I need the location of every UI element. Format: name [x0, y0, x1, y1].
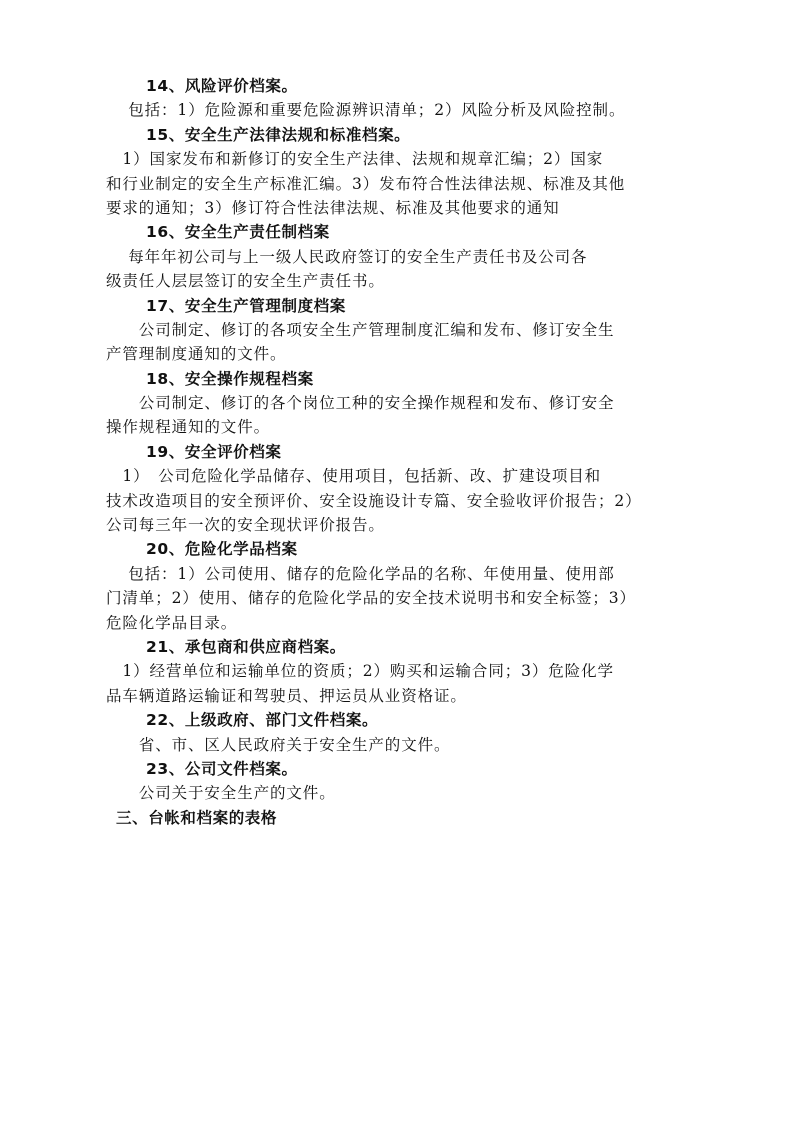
section-heading: 21、承包商和供应商档案。 [146, 637, 346, 656]
section-paragraph [106, 659, 698, 708]
paragraph-line: 产管理制度通知的文件。 [106, 345, 287, 364]
section-14 [106, 74, 698, 123]
paragraph-line: 危险化学品目录。 [106, 613, 238, 632]
paragraph-line: 包括：1）公司使用、储存的危险化学品的名称、年使用量、使用部 [106, 564, 615, 583]
section-23 [106, 757, 698, 806]
chapter-heading: 三、台帐和档案的表格 [116, 808, 278, 827]
section-paragraph [106, 733, 698, 757]
paragraph-line: 门清单；2）使用、储存的危险化学品的安全技术说明书和安全标签；3） [106, 589, 636, 608]
paragraph-line: 要求的通知；3）修订符合性法律法规、标准及其他要求的通知 [106, 198, 560, 217]
section-heading: 16、安全生产责任制档案 [146, 223, 330, 242]
paragraph-line: 公司制定、修订的各项安全生产管理制度汇编和发布、修订安全生 [106, 320, 615, 339]
section-17 [106, 294, 698, 367]
paragraph-line: 每年年初公司与上一级人民政府签订的安全生产责任书及公司各 [106, 247, 588, 266]
paragraph-line: 1）经营单位和运输单位的资质；2）购买和运输合同；3）危险化学 [106, 662, 614, 681]
section-heading: 15、安全生产法律法规和标准档案。 [146, 125, 411, 144]
section-heading: 18、安全操作规程档案 [146, 369, 314, 388]
section-19 [106, 440, 698, 538]
document-body [106, 74, 698, 830]
paragraph-line: 公司关于安全生产的文件。 [106, 784, 336, 803]
section-paragraph [106, 98, 698, 122]
section-20 [106, 537, 698, 635]
section-22 [106, 708, 698, 757]
paragraph-line: 1） 公司危险化学品储存、使用项目，包括新、改、扩建设项目和 [106, 467, 602, 486]
section-paragraph [106, 391, 698, 440]
section-21 [106, 635, 698, 708]
paragraph-line: 级责任人层层签订的安全生产责任书。 [106, 272, 385, 291]
section-heading: 22、上级政府、部门文件档案。 [146, 711, 379, 730]
section-paragraph [106, 562, 698, 635]
paragraph-line: 包括：1）危险源和重要危险源辨识清单；2）风险分析及风险控制。 [106, 101, 626, 120]
paragraph-line: 省、市、区人民政府关于安全生产的文件。 [106, 735, 451, 754]
section-16 [106, 220, 698, 293]
section-paragraph [106, 147, 698, 220]
section-paragraph [106, 781, 698, 805]
paragraph-line: 品车辆道路运输证和驾驶员、押运员从业资格证。 [106, 686, 467, 705]
paragraph-line: 公司制定、修订的各个岗位工种的安全操作规程和发布、修订安全 [106, 394, 615, 413]
paragraph-line: 技术改造项目的安全预评价、安全设施设计专篇、安全验收评价报告；2） [106, 491, 642, 510]
section-paragraph [106, 245, 698, 294]
section-18 [106, 367, 698, 440]
paragraph-line: 操作规程通知的文件。 [106, 418, 271, 437]
section-15 [106, 123, 698, 221]
section-heading: 20、危险化学品档案 [146, 540, 298, 559]
section-heading: 14、风险评价档案。 [146, 77, 298, 95]
paragraph-line: 1）国家发布和新修订的安全生产法律、法规和规章汇编；2）国家 [106, 150, 604, 169]
section-paragraph [106, 464, 698, 537]
paragraph-line: 和行业制定的安全生产标准汇编。3）发布符合性法律法规、标准及其他 [106, 174, 626, 193]
section-paragraph [106, 318, 698, 367]
section-heading: 19、安全评价档案 [146, 442, 282, 461]
paragraph-line: 公司每三年一次的安全现状评价报告。 [106, 516, 385, 535]
section-heading: 23、公司文件档案。 [146, 759, 298, 778]
section-heading: 17、安全生产管理制度档案 [146, 296, 346, 315]
